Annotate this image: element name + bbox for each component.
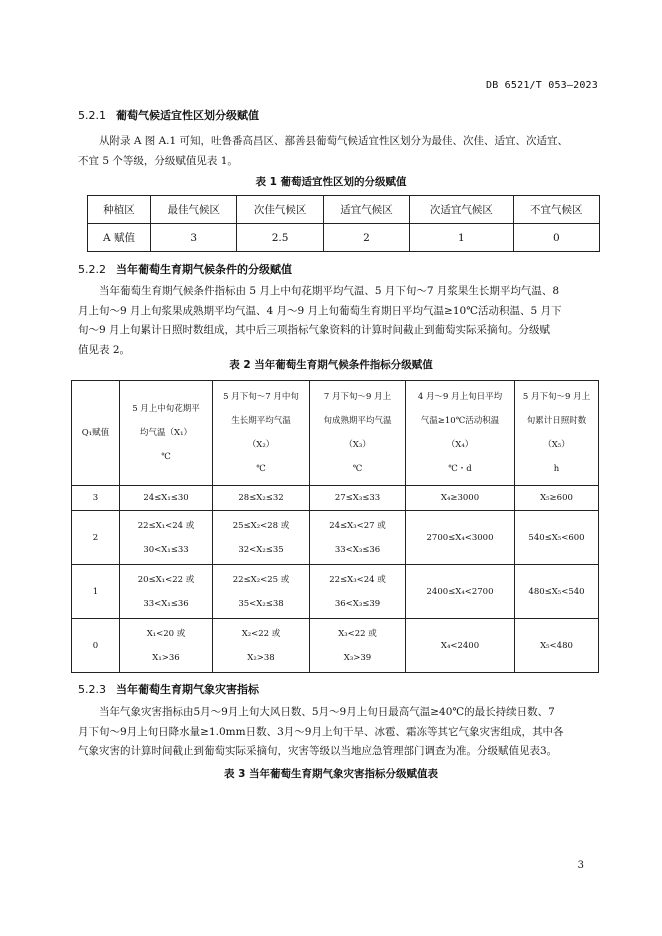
table-header-cell: 适宜气候区 <box>323 196 409 224</box>
paragraph-line: 当年葡萄生育期气候条件指标由 5 月上中旬花期平均气温、5 月下旬～7 月浆果生长期平均气温、8 <box>99 285 560 297</box>
table-cell <box>120 511 213 565</box>
header-line: （X₃） <box>344 440 371 450</box>
table-row <box>72 486 599 511</box>
cell-line: X₂<22 或 <box>241 628 281 639</box>
table-cell: 28≤X₂≤32 <box>213 486 310 511</box>
table-cell: 3 <box>151 224 237 252</box>
table-cell <box>213 511 310 565</box>
table-header-cell: 不宜气候区 <box>513 196 599 224</box>
paragraph-line: 不宜 5 个等级，分级赋值见表 1。 <box>78 154 238 167</box>
table-header-row <box>88 196 600 224</box>
cell-line: X₁>36 <box>152 652 180 663</box>
header-unit: ℃ <box>161 452 171 462</box>
section-heading-5-2-1 <box>78 107 259 123</box>
table2 <box>71 380 599 673</box>
table-cell: 2 <box>72 511 120 565</box>
section-title: 当年葡萄生育期气象灾害指标 <box>116 683 259 696</box>
table-header-cell <box>213 381 310 486</box>
table-header-cell: 最佳气候区 <box>151 196 237 224</box>
header-unit: ℃・d <box>448 464 472 474</box>
table-cell: 540≤X₅<600 <box>515 511 599 565</box>
table-row <box>88 224 600 252</box>
header-line: 生长期平均气温 <box>231 416 291 426</box>
table-cell: A 赋值 <box>88 224 151 252</box>
table-header-cell <box>406 381 515 486</box>
table-cell: X₄≥3000 <box>406 486 515 511</box>
paragraph-line: 气象灾害的计算时间截止到葡萄实际采摘旬，灾害等级以当地应急管理部门调查为准。分级赋值见表3。 <box>78 745 558 757</box>
table2-caption: 表 2 当年葡萄生育期气候条件指标分级赋值 <box>229 359 433 371</box>
cell-line: 22≤X₂<25 或 <box>232 574 290 585</box>
header-line: 气温≥10℃活动积温 <box>420 416 500 426</box>
cell-line: 32<X₂≤35 <box>238 544 284 555</box>
header-unit: ℃ <box>256 464 266 474</box>
table-cell <box>310 565 406 619</box>
table-cell <box>120 565 213 619</box>
table-cell <box>310 619 406 673</box>
cell-line: 24≤X₃<27 或 <box>329 520 386 531</box>
table-cell: 2700≤X₄<3000 <box>406 511 515 565</box>
paragraph-5-2-2 <box>78 282 598 360</box>
table3-caption: 表 3 当年葡萄生育期气象灾害指标分级赋值表 <box>223 768 439 780</box>
section-heading-5-2-3 <box>78 681 259 697</box>
paragraph-line: 当年气象灾害指标由5月～9月上旬大风日数、5月～9月上旬日最高气温≥40℃的最长持续日数、7 <box>99 706 555 718</box>
table-header-cell: Q₁赋值 <box>72 381 120 486</box>
table1 <box>87 195 600 252</box>
header-line: 4 月～9 月上旬日平均 <box>417 392 503 402</box>
table-header-cell <box>120 381 213 486</box>
header-line: （X₅） <box>543 440 570 450</box>
header-line: 5 月下旬～9 月上 <box>522 392 591 402</box>
paragraph-line: 从附录 A 图 A.1 可知，吐鲁番高昌区、鄯善县葡萄气候适宜性区划分为最佳、次佳、适宜、次适宜、 <box>99 135 569 147</box>
table-cell: X₅≥600 <box>515 486 599 511</box>
table-header-cell <box>310 381 406 486</box>
header-unit: ℃ <box>352 464 363 474</box>
table-cell: X₅<480 <box>515 619 599 673</box>
table-header-cell: 次适宜气候区 <box>410 196 513 224</box>
table-cell <box>310 511 406 565</box>
cell-line: 33<X₁≤36 <box>143 598 189 609</box>
table-cell: 2.5 <box>237 224 323 252</box>
header-line: 旬累计日照时数 <box>526 416 587 426</box>
document-header-id: DB 6521/T 053—2023 <box>486 80 598 91</box>
cell-line: 25≤X₂<28 或 <box>232 520 290 531</box>
table-row <box>72 511 599 565</box>
cell-line: 22≤X₁<24 或 <box>137 520 195 531</box>
cell-line: X₃<22 或 <box>338 628 377 639</box>
table-header-cell: 种植区 <box>88 196 151 224</box>
table-header-cell: 次佳气候区 <box>237 196 323 224</box>
section-number: 5.2.3 <box>78 683 106 696</box>
header-line: 均气温（X₁） <box>140 428 192 438</box>
cell-line: 33<X₃≤36 <box>334 544 381 555</box>
cell-line: X₂>38 <box>247 652 275 663</box>
cell-line: 20≤X₁<22 或 <box>137 574 195 585</box>
section-number: 5.2.2 <box>78 263 106 276</box>
header-line: 5 月上中旬花期平 <box>132 404 200 414</box>
cell-line: 22≤X₃<24 或 <box>329 574 386 585</box>
header-unit: h <box>553 464 560 474</box>
section-heading-5-2-2 <box>78 261 292 277</box>
table-header-cell <box>515 381 599 486</box>
cell-line: X₁<20 或 <box>146 628 186 639</box>
table-cell: 1 <box>410 224 513 252</box>
paragraph-line: 月下旬～9月上旬日降水量≥1.0mm日数、3月～9月上旬干旱、冰雹、霜冻等其它气象灾害组成，其中各 <box>78 725 564 738</box>
section-title: 当年葡萄生育期气候条件的分级赋值 <box>116 263 292 276</box>
table-cell: 0 <box>513 224 599 252</box>
page-number: 3 <box>577 860 584 871</box>
paragraph-line: 值见表 2。 <box>78 343 131 356</box>
cell-line: 35<X₂≤38 <box>238 598 284 609</box>
cell-line: X₃>39 <box>343 652 372 663</box>
table-cell: 2400≤X₄<2700 <box>406 565 515 619</box>
table1-caption: 表 1 葡萄适宜性区划的分级赋值 <box>255 176 407 188</box>
table-cell: 480≤X₅<540 <box>515 565 599 619</box>
cell-line: 36<X₃≤39 <box>334 598 381 609</box>
table-row <box>72 565 599 619</box>
header-line: 5 月下旬～7 月中旬 <box>223 392 299 402</box>
section-number: 5.2.1 <box>78 109 106 122</box>
table-cell: 1 <box>72 565 120 619</box>
header-line: 旬成熟期平均气温 <box>323 416 392 426</box>
paragraph-5-2-1 <box>78 132 598 171</box>
table-row <box>72 619 599 673</box>
header-line: （X₄） <box>446 440 474 450</box>
table-cell: 3 <box>72 486 120 511</box>
section-title: 葡萄气候适宜性区划分级赋值 <box>116 109 259 122</box>
table-cell <box>213 619 310 673</box>
header-line: （X₂） <box>247 440 275 450</box>
cell-line: 30<X₁≤33 <box>143 544 189 555</box>
paragraph-line: 旬～9 月上旬累计日照时数组成，其中后三项指标气象资料的计算时间截止到葡萄实际采摘旬。分级赋 <box>78 324 551 336</box>
table-cell: X₄<2400 <box>406 619 515 673</box>
table-cell: 2 <box>323 224 409 252</box>
table-cell <box>213 565 310 619</box>
header-line: 7 月下旬～9 月上 <box>323 392 392 402</box>
paragraph-5-2-3 <box>78 703 598 762</box>
table-cell: 27≤X₃≤33 <box>310 486 406 511</box>
table-cell: 24≤X₁≤30 <box>120 486 213 511</box>
table-cell <box>120 619 213 673</box>
table-cell: 0 <box>72 619 120 673</box>
paragraph-line: 月上旬～9 月上旬浆果成熟期平均气温、4 月～9 月上旬葡萄生育期日平均气温≥10℃活动积温、5 月下 <box>78 304 562 317</box>
table-header-row <box>72 381 599 486</box>
